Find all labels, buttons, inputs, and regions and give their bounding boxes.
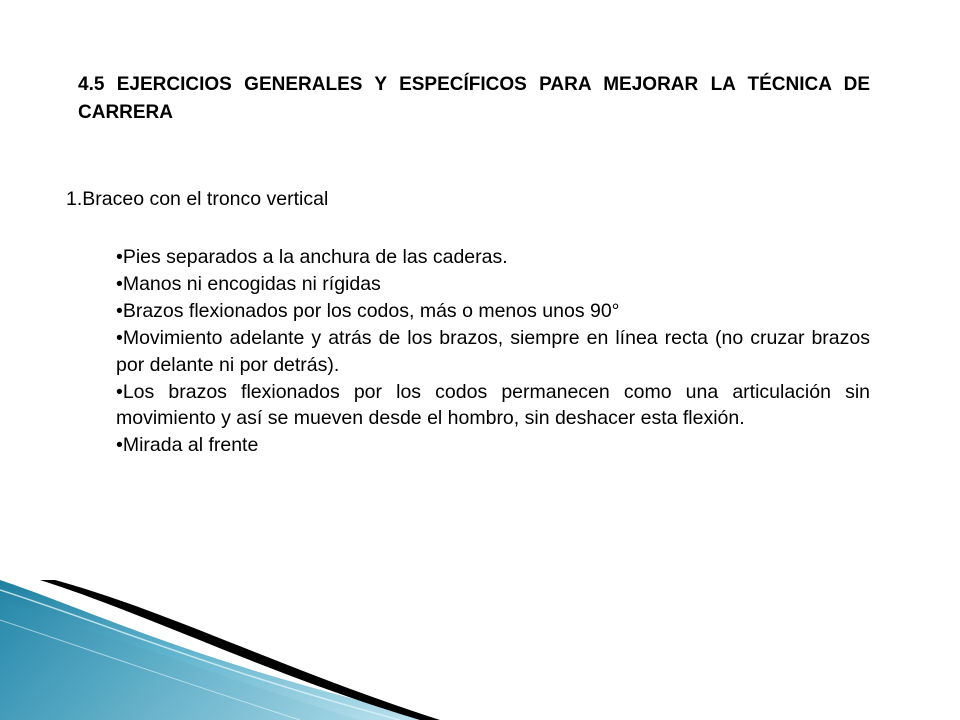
bullet-item: •Los brazos flexionados por los codos permanecen como una articulación sin movimiento y así se mueven desde el hombro, sin deshacer esta flexión. — [116, 380, 870, 429]
corner-swoosh-decoration — [0, 580, 440, 720]
slide-title: 4.5 EJERCICIOS GENERALES Y ESPECÍFICOS PARA MEJORAR LA TÉCNICA DE CARRERA — [78, 74, 870, 123]
bullet-item: •Manos ni encogidas ni rígidas — [116, 273, 381, 295]
bullet-list — [116, 244, 870, 459]
bullet-item: •Brazos flexionados por los codos, más o menos unos 90° — [116, 300, 620, 322]
bullet-item: •Mirada al frente — [116, 434, 259, 456]
bullet-item: •Pies separados a la anchura de las caderas. — [116, 246, 508, 268]
bullet-item: •Movimiento adelante y atrás de los brazos, siempre en línea recta (no cruzar brazos por delante ni por detrás). — [116, 327, 870, 376]
exercise-heading: 1.Braceo con el tronco vertical — [66, 188, 329, 210]
